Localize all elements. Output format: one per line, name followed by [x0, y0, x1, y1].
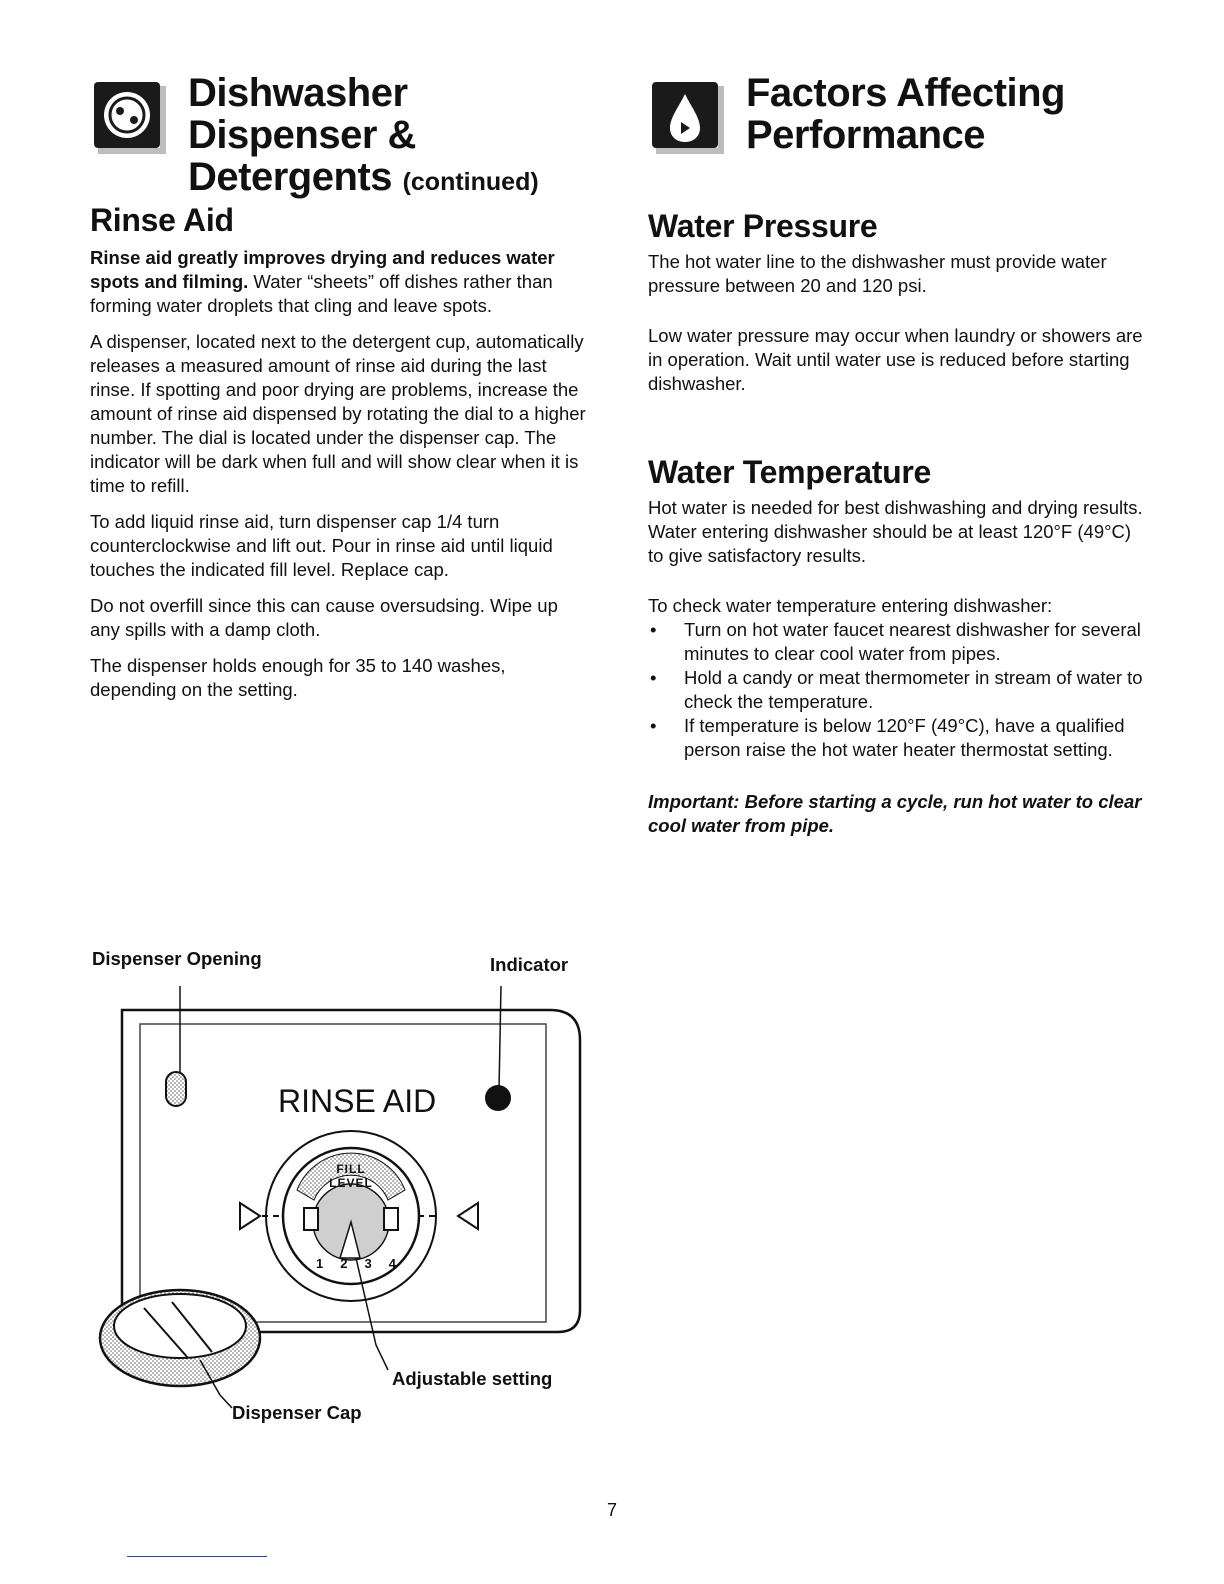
rinse-aid-paragraph-4: The dispenser holds enough for 35 to 140 washes, depending on the setting.: [90, 655, 506, 700]
dispenser-cap-label: Dispenser Cap: [232, 1402, 362, 1423]
heading-line-2: Dispenser &: [188, 113, 416, 157]
dispenser-heading: [188, 72, 539, 203]
rinse-aid-paragraph-1: A dispenser, located next to the detergent cup, automatically releases a measured amount of rinse aid during the last rinse. If spotting and poor drying are problems, increase the amount of rinse aid dispensed by rotating the dial to a higher number. The dial is located under the dispenser cap. The indicator will be dark when full and will show clear when it is time to refill.: [90, 331, 586, 496]
factors-heading-line-1: Factors Affecting: [746, 71, 1065, 115]
water-temperature-title: Water Temperature: [648, 454, 931, 490]
page-number: 7: [606, 1500, 617, 1520]
list-item: • Turn on hot water faucet nearest dishwasher for several minutes to clear cool water from pipes.: [648, 618, 1148, 666]
factors-heading-block: [648, 70, 1148, 206]
water-pressure-paragraph-1: The hot water line to the dishwasher must provide water pressure between 20 and 120 psi.: [648, 251, 1107, 296]
adjustable-setting-label: Adjustable setting: [392, 1368, 553, 1389]
rinse-aid-diagram-drawing: [88, 940, 588, 1440]
dial-numbers: [316, 1256, 396, 1271]
right-column: [648, 70, 1148, 838]
dial-number-1: 1: [316, 1256, 324, 1271]
water-pressure-paragraph-2: Low water pressure may occur when laundry or showers are in operation. Wait until water use is reduced before starting dishwasher.: [648, 325, 1143, 394]
dial-number-4: 4: [388, 1256, 396, 1271]
factors-heading: [746, 72, 1065, 156]
dial-number-3: 3: [364, 1256, 372, 1271]
rinse-aid-diagram: [88, 940, 588, 1440]
important-note: Important: Before starting a cycle, run hot water to clear cool water from pipe.: [648, 791, 1142, 836]
factors-heading-line-2: Performance: [746, 113, 986, 157]
list-item: • If temperature is below 120°F (49°C), have a qualified person raise the hot water heater thermostat setting.: [648, 714, 1148, 762]
rinse-aid-panel-text: RINSE AID: [278, 1083, 437, 1119]
indicator-label: Indicator: [490, 954, 569, 975]
rinse-aid-intro-bold: Rinse aid greatly improves drying and reduces water spots and filming.: [90, 247, 555, 292]
rinse-aid-title: Rinse Aid: [90, 202, 234, 238]
dispenser-icon: [90, 78, 170, 158]
water-temperature-paragraph-2: To check water temperature entering dishwasher:: [648, 595, 1053, 616]
water-drop-icon: [648, 78, 728, 158]
dispenser-heading-block: [90, 70, 590, 199]
left-column: [90, 70, 590, 714]
fill-level-text: FILL LEVEL: [329, 1162, 373, 1190]
water-temperature-paragraph-1: Hot water is needed for best dishwashing and drying results. Water entering dishwasher should be at least 120°F (49°C) to give satisfactory results.: [648, 497, 1143, 566]
heading-line-3: Detergents: [188, 155, 392, 199]
rinse-aid-paragraph-2: To add liquid rinse aid, turn dispenser cap 1/4 turn counterclockwise and lift out. Pour in rinse aid until liquid touches the indicated fill level. Replace cap.: [90, 511, 553, 580]
rinse-aid-intro: [90, 246, 590, 318]
footer-rule: [127, 1556, 267, 1557]
continued-note: (continued): [402, 168, 539, 196]
heading-line-1: Dishwasher: [188, 71, 408, 115]
dial-number-2: 2: [340, 1256, 348, 1271]
rinse-aid-intro-rest: Water “sheets” off dishes rather than forming water droplets that cling and leave spots.: [90, 271, 553, 316]
water-pressure-title: Water Pressure: [648, 208, 878, 244]
dispenser-opening-label: Dispenser Opening: [92, 948, 262, 969]
list-item: • Hold a candy or meat thermometer in stream of water to check the temperature.: [648, 666, 1148, 714]
temperature-check-list: [648, 618, 1148, 762]
rinse-aid-paragraph-3: Do not overfill since this can cause oversudsing. Wipe up any spills with a damp cloth.: [90, 595, 558, 640]
